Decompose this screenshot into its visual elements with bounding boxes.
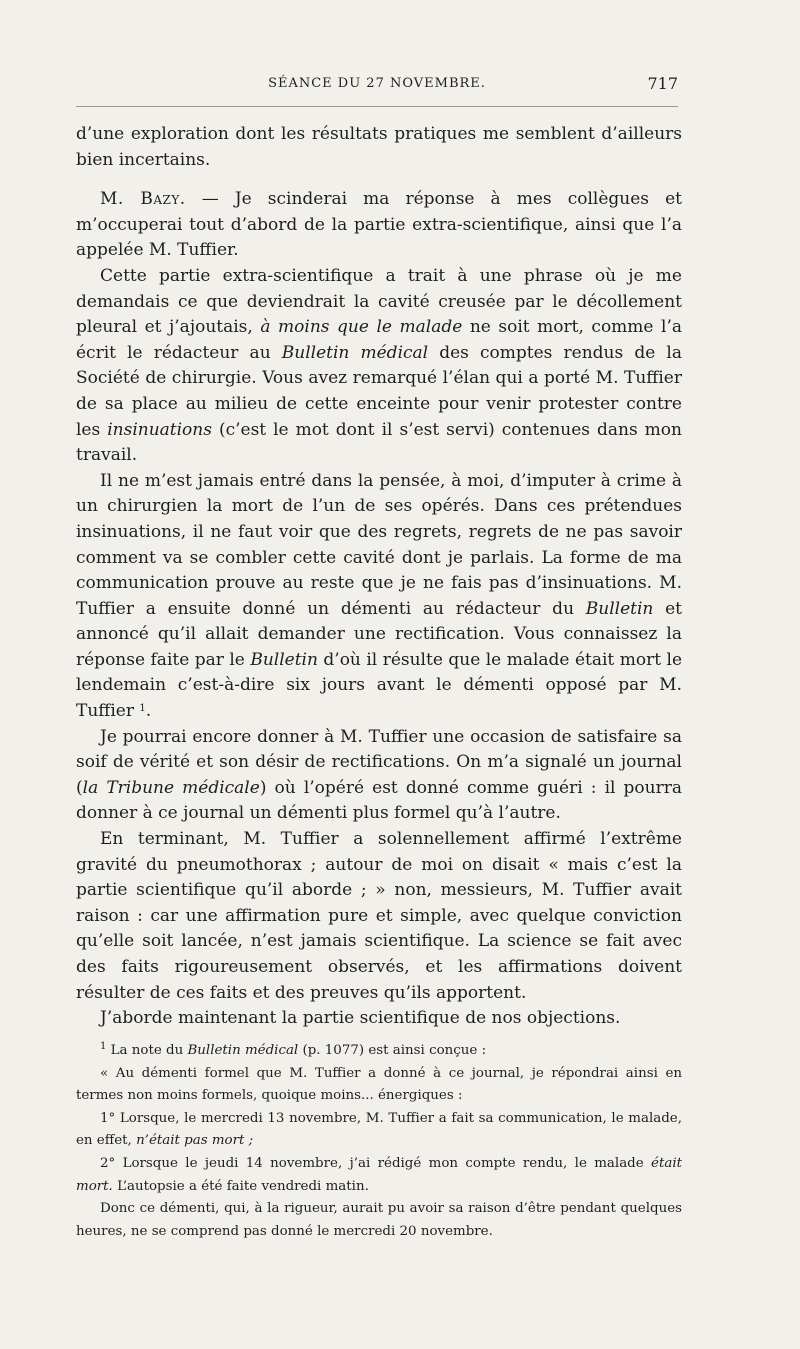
body-text [76, 122, 682, 1032]
footnote-line [76, 1153, 682, 1198]
text-run: des comptes rendus de la Société de chirurgie. Vous avez remarqué l’élan qui a porté M. Tuffier de sa place au milieu de cette enceinte pour venir protester contre les [76, 342, 683, 440]
footnote-ref: 1 [139, 703, 146, 715]
page-header [76, 76, 678, 100]
text-run: Lorsque le jeudi 14 novembre, j’ai rédigé mon compte rendu, le malade [115, 1155, 652, 1171]
italic-text: Bulletin [250, 649, 318, 670]
italic-text: la Tribune médicale [82, 777, 260, 798]
text-run: Il ne m’est jamais entré dans la pensée, à moi, d’imputer à crime à un chirurgien la mort de l’un de ses opérés. Dans ces prétendues insinuations, il ne faut voir que des regrets, regrets de ne pas savoir comment va se combler cette cavité dont je parlais. La forme de ma communication prouve au reste que je ne fais pas d’insinuations. M. Tuffier a ensuite donné un démenti au rédacteur du [76, 470, 682, 619]
text-run: (c’est le mot dont il s’est servi) contenues dans mon travail. [76, 419, 682, 466]
text-run: ne soit mort, comme l’a écrit le rédacteur au [76, 317, 682, 363]
footnote-marker: 1 [100, 1041, 107, 1052]
page-number: 717 [647, 74, 678, 93]
paragraph [76, 264, 682, 469]
text-run: ) où l’opéré est donné comme guéri : il pourra donner à ce journal un démenti plus formel qu’à l’autre. [76, 777, 682, 824]
footnote-line [76, 1108, 682, 1153]
footnotes [76, 1040, 682, 1243]
list-marker: 2° [100, 1155, 116, 1171]
text-run: (p. 1077) est ainsi conçue : [298, 1043, 487, 1058]
paragraph: J’aborde maintenant la partie scientifique de nos objections. [100, 1008, 621, 1029]
text-run: Lorsque, le mercredi 13 novembre, M. Tuffier a fait sa communication, le malade, en effet, [76, 1110, 682, 1149]
italic-text: n’était pas mort ; [136, 1133, 254, 1149]
italic-text: insinuations [107, 419, 212, 440]
text-run: . [145, 701, 152, 722]
text-run: L’autopsie a été faite vendredi matin. [112, 1178, 369, 1194]
speaker-name: M. Bazy. [100, 189, 186, 210]
italic-text: Bulletin médical [281, 342, 429, 363]
footnote [76, 1040, 682, 1063]
paragraph: En terminant, M. Tuffier a solennellement affirmé l’extrême gravité du pneumothorax ; autour de moi on disait « mais c’est la partie scientifique qu’il aborde ; » non, messieurs, M. Tuffier avait raison : car une affirmation pure et simple, avec quelque conviction qu’elle soit lancée, n’est jamais scientifique. La science se fait avec des faits rigoureusement observés, et les affirmations doivent résulter de ces faits et des preuves qu’ils apportent. [76, 829, 682, 1003]
text-run: et annoncé qu’il allait demander une rectification. Vous connaissez la réponse faite par le [76, 598, 682, 670]
header-rule [76, 106, 678, 107]
italic-text: à moins que le malade [260, 317, 463, 338]
paragraph-text: — Je scinderai ma réponse à mes collègues et m’occuperai tout d’abord de la partie extra-scientifique, ainsi que l’a appelée M. Tuffier. [76, 189, 682, 261]
footnote-line: « Au démenti formel que M. Tuffier a donné à ce journal, je répondrai ainsi en termes non moins formels, quoique moins... énergiques : [76, 1065, 682, 1104]
italic-text: était mort. [76, 1155, 682, 1194]
text-run: Je pourrai encore donner à M. Tuffier une occasion de satisfaire sa soif de vérité et son désir de rectifications. On m’a signalé un journal ( [76, 726, 682, 798]
text-run: La note du [106, 1043, 188, 1058]
running-title: SÉANCE DU 27 NOVEMBRE. [268, 76, 486, 91]
italic-text: Bulletin [585, 598, 654, 619]
paragraph [76, 725, 682, 827]
paragraph: d’une exploration dont les résultats pratiques me semblent d’ailleurs bien incertains. [76, 124, 682, 170]
paragraph [76, 469, 682, 725]
footnote-line: Donc ce démenti, qui, à la rigueur, aurait pu avoir sa raison d’être pendant quelques heures, ne se comprend pas donné le mercredi 20 novembre. [76, 1201, 682, 1239]
paragraph [76, 187, 682, 264]
text-run: d’où il résulte que le malade était mort le lendemain c’est-à-dire six jours avant le démenti opposé par M. Tuffier [76, 649, 682, 722]
text-run: Cette partie extra-scientifique a trait à une phrase où je me demandais ce que deviendrait la cavité creusée par le décollement pleural et j’ajoutais, [76, 265, 682, 338]
italic-text: Bulletin médical [187, 1043, 299, 1058]
list-marker: 1° [100, 1110, 116, 1126]
